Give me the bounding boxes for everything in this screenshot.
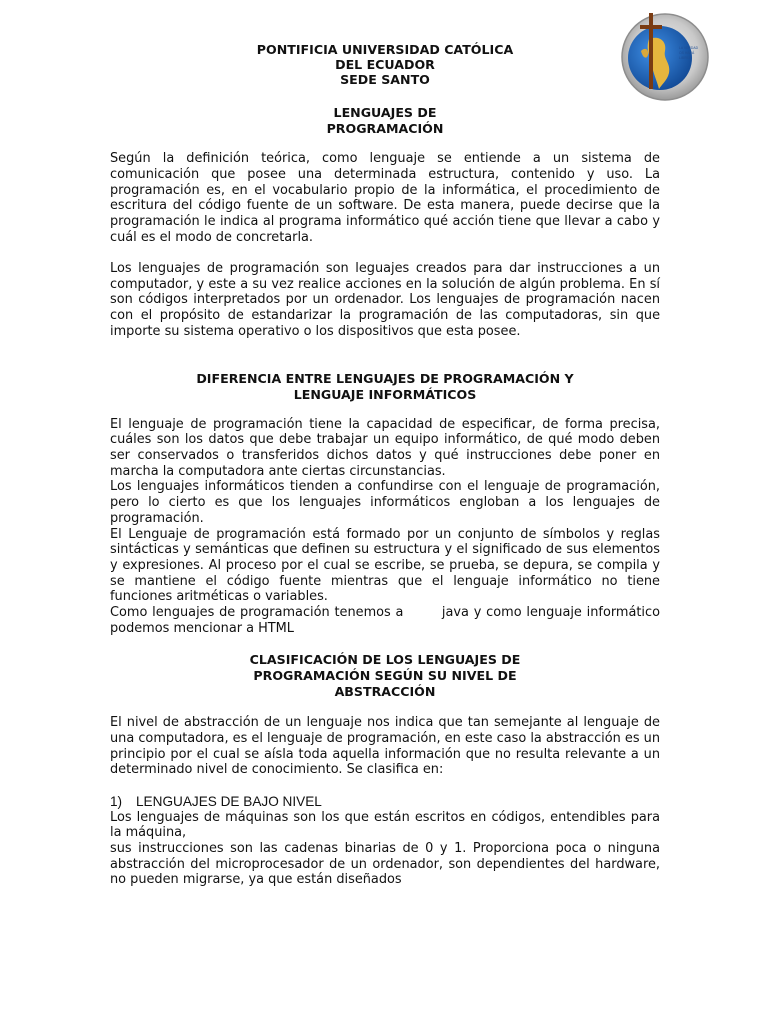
section-2-paragraph-4: Como lenguajes de programación tenemos a java y como lenguaje informático podemos mencionar a HTML [110,605,665,636]
document-page [110,42,665,888]
university-country: DEL ECUADOR [335,57,435,72]
campus-name-cut: SEDE SANTO [340,72,430,87]
section-2-paragraph-3: El Lenguaje de programación está formado por un conjunto de símbolos y reglas sintácticas y semánticas que definen su estructura y el significado de sus elementos y expresiones. Al proceso por el cual se escribe, se prueba, se depura, se compila y se mantiene el código fuente mientras que el lenguaje informático no tiene funciones aritméticas o variables. [110,526,660,605]
list-item-bajo-nivel [110,794,660,810]
section-3-paragraph-3: sus instrucciones son las cadenas binarias de 0 y 1. Proporciona poca o ninguna abstracción del microprocesador de un ordenador, son dependientes del hardware, no pueden migrarse, ya que están diseñados [110,840,660,888]
section-3-paragraph-1: El nivel de abstracción de un lenguaje nos indica que tan semejante al lenguaje de una computadora, es el lenguaje de programación, en este caso la abstracción es un principio por el cual se aísla toda aquella información que no resulta relevante a un determinado nivel de conocimiento. Se clasifica en: [110,715,660,778]
svg-text:OS HARÁ: OS HARÁ [679,51,695,55]
section-3-heading-line1: CLASIFICACIÓN DE LOS LENGUAJES DE [249,652,521,668]
document-title-line2: PROGRAMACIÓN [326,120,444,136]
svg-text:LA VERDAD: LA VERDAD [679,46,699,50]
section-3-heading-line3: ABSTRACCIÓN [334,683,436,699]
list-label: LENGUAJES DE BAJO NIVEL [136,793,322,809]
section-3-heading-line2: PROGRAMACIÓN SEGÚN SU NIVEL DE [253,668,517,684]
section-2-heading-line1: DIFERENCIA ENTRE LENGUAJES DE PROGRAMACIÓN Y [196,371,574,387]
university-name: PONTIFICIA UNIVERSIDAD CATÓLICA [256,42,514,57]
section-2-paragraph-2: Los lenguajes informáticos tienden a confundirse con el lenguaje de programación, pero lo cierto es que los lenguajes informáticos engloban a los lenguajes de programación. [110,479,660,526]
section-2-heading-line2: LENGUAJE INFORMÁTICOS [293,387,477,403]
section-2-paragraph-1: El lenguaje de programación tiene la capacidad de especificar, de forma precisa, cuáles son los datos que debe trabajar un equipo informático, de qué modo deben ser conservados o transferidos dichos datos y qué instrucciones debe poner en marcha la computadora ante ciertas circunstancias. [110,416,660,479]
intro-paragraph-2: Los lenguajes de programación son leguajes creados para dar instrucciones a un computador, y este a su vez realice acciones en la solución de algún problema. En sí son códigos interpretados por un ordenador. Los lenguajes de programación nacen con el propósito de estandarizar la programación de las computadoras, sin que importe su sistema operativo o los dispositivos que esta posee. [110,260,660,339]
svg-text:LIBRES: LIBRES [679,56,692,60]
list-number: 1) [110,793,123,809]
section-3-paragraph-2: Los lenguajes de máquinas son los que están escritos en códigos, entendibles para la máquina, [110,809,660,841]
document-title-line1: LENGUAJES DE [333,105,437,120]
intro-paragraph-1: Según la definición teórica, como lenguaje se entiende a un sistema de comunicación que posee una determinada estructura, contenido y uso. La programación es, en el vocabulario propio de la informática, el procedimiento de escritura del código fuente de un software. De esta manera, puede decirse que la programación le indica al programa informático qué acción tiene que llevar a cabo y cuál es el modo de concretarla. [110,151,660,245]
